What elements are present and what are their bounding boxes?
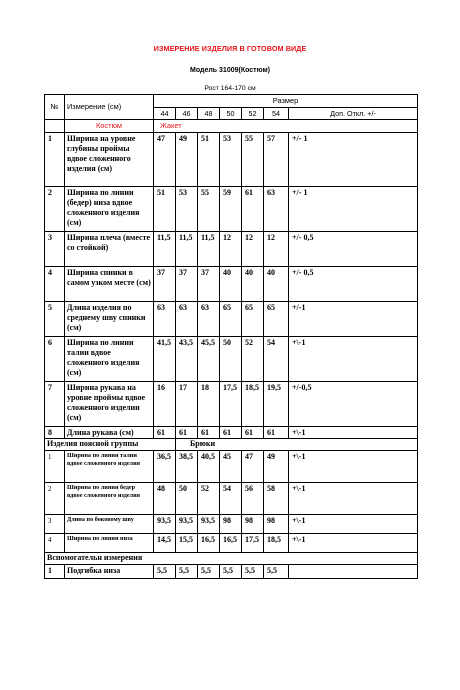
row-value: 37	[198, 267, 220, 302]
table-row	[45, 267, 418, 302]
row-measure-name: Ширина рукава на уровне проймы вдвое сложенного изделии (см)	[65, 382, 154, 427]
header-tolerance: Доп. Откл. +/-	[289, 108, 418, 120]
row-measure-name: Ширина спинки в самом узком месте (см)	[65, 267, 154, 302]
section-item: Брюки	[176, 439, 418, 451]
row-value: 61	[242, 427, 264, 439]
row-measure-name: Длина рукава (см)	[65, 427, 154, 439]
row-number: 3	[45, 232, 65, 267]
row-value: 11,5	[198, 232, 220, 267]
section-label: Изделия поясной группы	[45, 439, 176, 451]
row-tolerance	[289, 565, 418, 579]
height-range: Рост 164-170 см	[204, 85, 256, 92]
row-value: 5,5	[220, 565, 242, 579]
row-number: 6	[45, 337, 65, 382]
row-number: 3	[45, 515, 65, 534]
row-value: 37	[154, 267, 176, 302]
row-value: 40	[220, 267, 242, 302]
row-value: 98	[220, 515, 242, 534]
table-row	[45, 133, 418, 187]
row-value: 63	[198, 302, 220, 337]
row-measure-name: Ширина по линии талии вдвое сложенного изделия (см)	[65, 337, 154, 382]
row-value: 16,5	[198, 534, 220, 553]
row-value: 61	[220, 427, 242, 439]
row-value: 53	[220, 133, 242, 187]
row-value: 40	[264, 267, 289, 302]
row-number: 5	[45, 302, 65, 337]
row-value: 18	[198, 382, 220, 427]
table-row	[45, 302, 418, 337]
row-value: 98	[242, 515, 264, 534]
document-title: ИЗМЕРЕНИЕ ИЗДЕЛИЯ В ГОТОВОМ ВИДЕ	[153, 44, 307, 53]
row-value: 12	[220, 232, 242, 267]
table-row	[45, 483, 418, 515]
costume-label: Костюм	[65, 120, 154, 133]
row-tolerance: +/- 1	[289, 133, 418, 187]
row-value: 61	[176, 427, 198, 439]
row-value: 19,5	[264, 382, 289, 427]
header-size: Размер	[154, 95, 418, 108]
row-number: 1	[45, 133, 65, 187]
size-cell: 52	[242, 108, 264, 120]
row-value: 52	[198, 483, 220, 515]
row-value: 45,5	[198, 337, 220, 382]
row-measure-name: Длина изделия по среднему шву спинки (см)	[65, 302, 154, 337]
section-row	[45, 553, 418, 565]
row-number: 2	[45, 187, 65, 232]
row-value: 12	[264, 232, 289, 267]
table-row	[45, 187, 418, 232]
row-tolerance: +/- 1	[289, 187, 418, 232]
row-value: 5,5	[242, 565, 264, 579]
row-value: 54	[220, 483, 242, 515]
row-value: 50	[220, 337, 242, 382]
row-value: 48	[154, 483, 176, 515]
row-value: 65	[264, 302, 289, 337]
row-value: 53	[176, 187, 198, 232]
row-value: 55	[198, 187, 220, 232]
row-measure-name: Ширина по линии бедер вдвое сложенного изделия	[65, 483, 154, 515]
row-value: 40,5	[198, 451, 220, 483]
row-number: 4	[45, 267, 65, 302]
row-number: 2	[45, 483, 65, 515]
row-measure-name: Ширина плеча (вместе со стойкой)	[65, 232, 154, 267]
row-value: 98	[264, 515, 289, 534]
row-value: 50	[176, 483, 198, 515]
row-value: 5,5	[176, 565, 198, 579]
row-value: 93,5	[176, 515, 198, 534]
row-number: 8	[45, 427, 65, 439]
row-value: 18,5	[264, 534, 289, 553]
row-tolerance: +\-1	[289, 451, 418, 483]
row-value: 47	[154, 133, 176, 187]
row-tolerance: +\-1	[289, 337, 418, 382]
row-value: 17	[176, 382, 198, 427]
measurement-table	[44, 94, 418, 579]
row-measure-name: Ширина на уровне глубины проймы вдвое сложенного изделия (см)	[65, 133, 154, 187]
row-value: 55	[242, 133, 264, 187]
row-tolerance: +/-0,5	[289, 382, 418, 427]
row-value: 57	[264, 133, 289, 187]
table-row	[45, 451, 418, 483]
table-row	[45, 565, 418, 579]
table-row	[45, 515, 418, 534]
header-num: №	[45, 95, 65, 120]
row-value: 93,5	[198, 515, 220, 534]
row-value: 16,5	[220, 534, 242, 553]
row-value: 63	[264, 187, 289, 232]
row-number: 1	[45, 451, 65, 483]
costume-row	[45, 120, 418, 133]
row-tolerance: +\-1	[289, 515, 418, 534]
row-value: 61	[198, 427, 220, 439]
model-name: Модель 31009(Костюм)	[189, 67, 270, 74]
row-value: 52	[242, 337, 264, 382]
row-value: 93,5	[154, 515, 176, 534]
row-value: 43,5	[176, 337, 198, 382]
table-row	[45, 232, 418, 267]
row-value: 11,5	[154, 232, 176, 267]
row-value: 61	[264, 427, 289, 439]
header-row	[45, 95, 418, 108]
row-value: 65	[220, 302, 242, 337]
row-measure-name: Длина по боковому шву	[65, 515, 154, 534]
row-value: 18,5	[242, 382, 264, 427]
row-value: 51	[154, 187, 176, 232]
row-tolerance: +\-1	[289, 427, 418, 439]
row-value: 61	[154, 427, 176, 439]
row-value: 49	[264, 451, 289, 483]
row-value: 16	[154, 382, 176, 427]
row-value: 51	[198, 133, 220, 187]
row-value: 17,5	[242, 534, 264, 553]
row-measure-name: Ширина по линии (бедер) низа вдвое сложенного изделия (см)	[65, 187, 154, 232]
row-value: 17,5	[220, 382, 242, 427]
row-tolerance: +\-1	[289, 483, 418, 515]
row-value: 5,5	[154, 565, 176, 579]
row-tolerance: +/-1	[289, 302, 418, 337]
header-measure: Измерение (см)	[65, 95, 154, 120]
row-value: 47	[242, 451, 264, 483]
row-value: 58	[264, 483, 289, 515]
row-value: 63	[176, 302, 198, 337]
row-value: 61	[242, 187, 264, 232]
row-measure-name: Ширина по линии талии вдвое сложенного изделия	[65, 451, 154, 483]
size-cell: 54	[264, 108, 289, 120]
row-value: 56	[242, 483, 264, 515]
row-value: 40	[242, 267, 264, 302]
row-value: 65	[242, 302, 264, 337]
size-cell: 48	[198, 108, 220, 120]
row-value: 54	[264, 337, 289, 382]
row-measure-name: Подгибка низа	[65, 565, 154, 579]
row-value: 38,5	[176, 451, 198, 483]
row-value: 5,5	[264, 565, 289, 579]
row-value: 41,5	[154, 337, 176, 382]
row-tolerance: +/- 0,5	[289, 267, 418, 302]
size-cell: 50	[220, 108, 242, 120]
row-tolerance: +/- 0,5	[289, 232, 418, 267]
row-value: 63	[154, 302, 176, 337]
table-row	[45, 534, 418, 553]
row-value: 49	[176, 133, 198, 187]
row-value: 5,5	[198, 565, 220, 579]
section-row	[45, 439, 418, 451]
row-value: 36,5	[154, 451, 176, 483]
row-value: 45	[220, 451, 242, 483]
row-measure-name: Ширина по линии низа	[65, 534, 154, 553]
row-value: 12	[242, 232, 264, 267]
row-tolerance: +\-1	[289, 534, 418, 553]
row-value: 37	[176, 267, 198, 302]
row-number: 7	[45, 382, 65, 427]
size-cell: 46	[176, 108, 198, 120]
table-row	[45, 427, 418, 439]
row-number: 1	[45, 565, 65, 579]
row-value: 59	[220, 187, 242, 232]
section-label: Вспомогательн измерения	[45, 553, 418, 565]
jacket-label: Жакет	[154, 120, 418, 133]
table-row	[45, 382, 418, 427]
row-value: 15,5	[176, 534, 198, 553]
row-value: 11,5	[176, 232, 198, 267]
size-cell: 44	[154, 108, 176, 120]
row-number: 4	[45, 534, 65, 553]
row-value: 14,5	[154, 534, 176, 553]
table-row	[45, 337, 418, 382]
